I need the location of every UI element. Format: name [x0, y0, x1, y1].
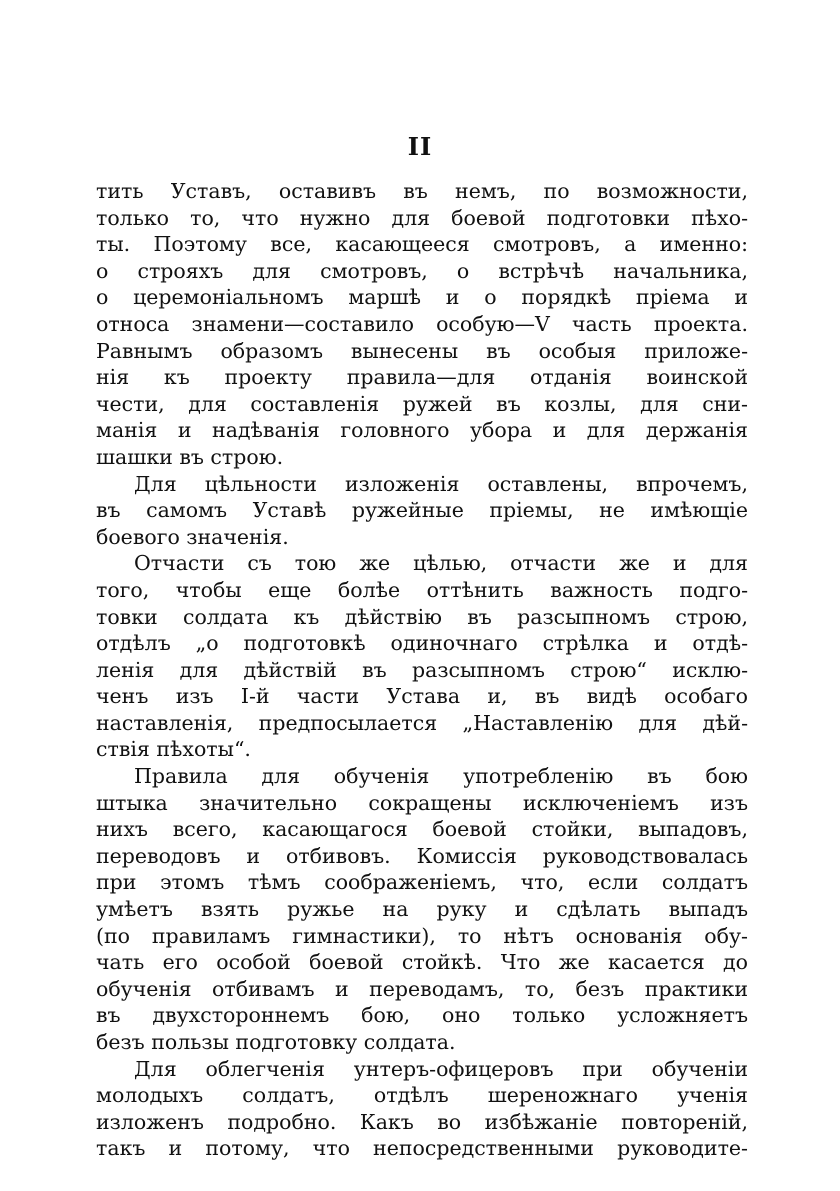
text-line: о строяхъ для смотровъ, о встрѣчѣ начальника, [96, 258, 748, 283]
text-line: Правила для обученія употребленію въ бою [134, 764, 748, 789]
text-line: относа знамени—составило особую—V часть проекта. [96, 311, 748, 336]
text-line: въ самомъ Уставѣ ружейные пріемы, не имѣющіе [96, 498, 748, 523]
text-line: ты. Поэтому все, касающееся смотровъ, а именно: [96, 232, 748, 257]
paragraph [96, 178, 748, 471]
page-number: II [407, 132, 433, 161]
paragraph [96, 763, 748, 1056]
text-line: умѣетъ взять ружье на руку и сдѣлать выпадъ [96, 897, 748, 922]
text-line: обученія отбивамъ и переводамъ, то, безъ практики [96, 976, 748, 1001]
text-line: изложенъ подробно. Какъ во избѣжаніе повтореній, [96, 1109, 748, 1134]
text-line: такъ и потому, что непосредственными руководите- [96, 1136, 748, 1161]
paragraph [96, 1056, 748, 1162]
text-line: шашки въ строю. [96, 444, 284, 469]
text-line: переводовъ и отбивовъ. Комиссія руководствовалась [96, 843, 748, 868]
text-line: въ двухстороннемъ бою, оно только усложняетъ [96, 1003, 748, 1028]
text-line: Отчасти съ тою же цѣлью, отчасти же и для [134, 551, 748, 576]
text-line: Равнымъ образомъ вынесены въ особыя приложе- [96, 338, 748, 363]
text-line: (по правиламъ гимнастики), то нѣтъ основанія обу- [96, 923, 748, 948]
paragraph [96, 550, 748, 763]
text-line: манія и надѣванія головного убора и для держанія [96, 418, 748, 443]
text-line: безъ пользы подготовку солдата. [96, 1030, 456, 1054]
paragraph [96, 471, 748, 551]
text-line: отдѣлъ „о подготовкѣ одиночнаго стрѣлка и отдѣ- [96, 631, 748, 656]
body-text [96, 178, 748, 1162]
text-line: о церемоніальномъ маршѣ и о порядкѣ пріема и [96, 285, 748, 310]
text-line: наставленія, предпосылается „Наставленію для дѣй- [96, 710, 748, 735]
text-line: при этомъ тѣмъ соображеніемъ, что, если солдатъ [96, 870, 748, 895]
text-line: ченъ изъ I-й части Устава и, въ видѣ особаго [96, 684, 748, 709]
text-line: нія къ проекту правила—для отданія воинской [96, 365, 748, 390]
text-line: Для облегченія унтеръ-офицеровъ при обученіи [134, 1056, 748, 1081]
text-line: только то, что нужно для боевой подготовки пѣхо- [96, 205, 748, 230]
text-line: ствія пѣхоты“. [96, 737, 251, 762]
text-line: товки солдата къ дѣйствію въ разсыпномъ строю, [96, 604, 748, 629]
text-line: нихъ всего, касающагося боевой стойки, выпадовъ, [96, 817, 748, 842]
text-line: молодыхъ солдатъ, отдѣлъ шереножнаго ученія [96, 1083, 748, 1108]
text-line: того, чтобы еще болѣе оттѣнить важность подго- [96, 577, 748, 602]
text-line: Для цѣльности изложенія оставлены, впрочемъ, [134, 471, 748, 496]
text-line: ленія для дѣйствій въ разсыпномъ строю“ исклю- [96, 657, 748, 682]
text-line: чать его особой боевой стойкѣ. Что же касается до [96, 950, 748, 975]
text-line: тить Уставъ, оставивъ въ немъ, по возможности, [96, 179, 748, 203]
text-line: боевого значенія. [96, 524, 289, 549]
text-line: чести, для составленія ружей въ козлы, для сни- [96, 391, 748, 416]
text-line: штыка значительно сокращены исключеніемъ изъ [96, 790, 748, 815]
